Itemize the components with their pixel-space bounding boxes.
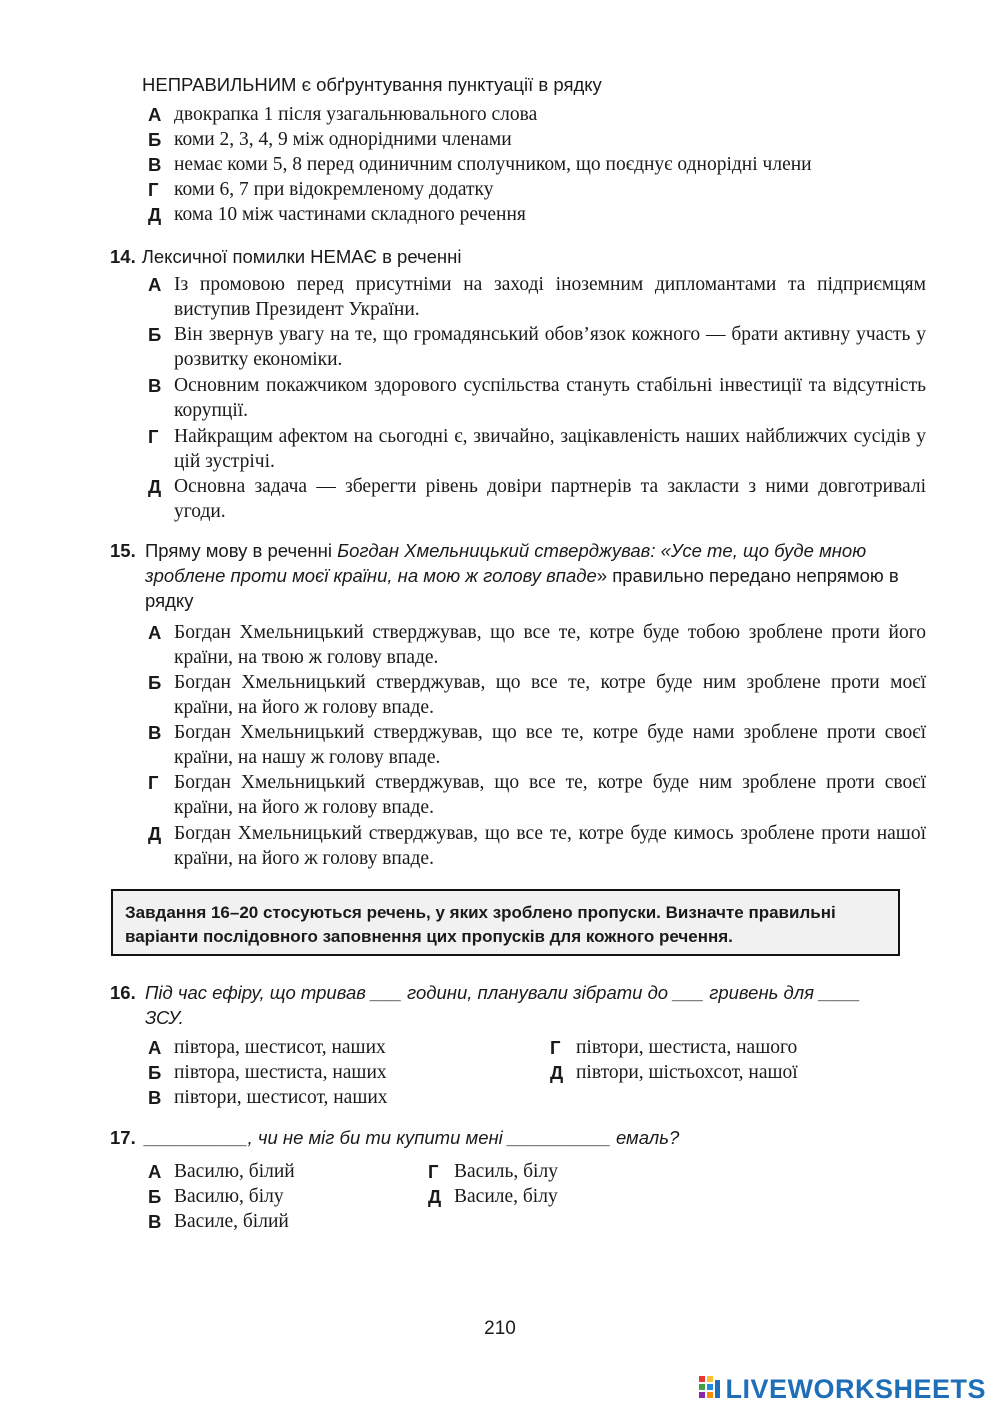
q17-option-e[interactable]: Д Василе, білу [428, 1186, 558, 1207]
q13-option-c[interactable]: В немає коми 5, 8 перед одиничним сполучником, що поєднує однорідні члени [148, 154, 812, 175]
q15-option-c[interactable]: В Богдан Хмельницький стверджував, що все те, котре буде нами зроблене проти своєї країни, на нашу ж голову впаде. [148, 722, 926, 768]
q16-option-b[interactable]: Б півтора, шестиста, наших [148, 1062, 387, 1083]
q14-option-e[interactable]: Д Основна задача — зберегти рівень довіри партнерів та закласти з ними довготривалі угоди. [148, 476, 926, 522]
q14-option-d[interactable]: Г Найкращим афектом на сьогодні є, звичайно, зацікавленість наших найближчих сусідів у цій зустрічі. [148, 426, 926, 472]
liveworksheets-logo-icon [699, 1376, 721, 1402]
brand-name: LIVEWORKSHEETS [725, 1373, 986, 1404]
q16-option-e[interactable]: Д півтори, шістьохсот, нашої [550, 1062, 798, 1083]
page-number: 210 [484, 1318, 516, 1339]
q15-stem: 15. Пряму мову в реченні Богдан Хмельницький стверджував: «Усе те, що буде мною зроблене проти моєї країни, на мою ж голову впаде» правильно передано непрямою в рядку [110, 540, 899, 611]
q16-option-c[interactable]: В півтори, шестисот, наших [148, 1087, 388, 1108]
q13-option-e[interactable]: Д кома 10 між частинами складного речення [148, 204, 526, 225]
q14-option-c[interactable]: В Основним покажчиком здорового суспільства стануть стабільні інвестиції та відсутність корупції. [148, 375, 926, 421]
q17-option-b[interactable]: Б Василю, білу [148, 1186, 284, 1207]
q13-option-b[interactable]: Б коми 2, 3, 4, 9 між однорідними членами [148, 129, 512, 150]
q15-option-e[interactable]: Д Богдан Хмельницький стверджував, що все те, котре буде кимось зроблене проти нашої країни, на його ж голову впаде. [148, 823, 926, 869]
q15-option-d[interactable]: Г Богдан Хмельницький стверджував, що все те, котре буде ним зроблене проти своєї країни, на його ж голову впаде. [148, 772, 926, 818]
q15-option-b[interactable]: Б Богдан Хмельницький стверджував, що все те, котре буде ним зроблене проти моєї країни, на його ж голову впаде. [148, 672, 926, 718]
q16-option-d[interactable]: Г півтори, шестиста, нашого [550, 1037, 798, 1058]
q15-option-a[interactable]: А Богдан Хмельницький стверджував, що все те, котре буде тобою зроблене проти його країни, на твою ж голову впаде. [148, 622, 926, 668]
instruction-box: Завдання 16–20 стосуються речень, у яких зроблено пропуски. Визначте правильні варіанти послідовного заповнення цих пропусків для кожного речення. [111, 889, 900, 956]
q14-option-a[interactable]: А Із промовою перед присутніми на заході іноземним дипломантами та підприємцям виступив Президент України. [148, 274, 926, 320]
q14-option-b[interactable]: Б Він звернув увагу на те, що громадянський обов’язок кожного — брати активну участь у розвитку економіки. [148, 324, 926, 370]
q13-option-a[interactable]: А двокрапка 1 після узагальнювального слова [148, 104, 538, 125]
q13-stem: НЕПРАВИЛЬНИМ є обґрунтування пунктуації в рядку [142, 74, 602, 95]
q16-stem: 16. Під час ефіру, що тривав ___ години, планували зібрати до ___ гривень для ____ ЗСУ. [110, 982, 861, 1028]
q14-stem: 14. Лексичної помилки НЕМАЄ в реченні [110, 246, 462, 267]
liveworksheets-brand[interactable] [699, 1372, 986, 1406]
q17-option-d[interactable]: Г Василь, білу [428, 1161, 558, 1182]
q16-option-a[interactable]: А півтора, шестисот, наших [148, 1037, 386, 1058]
q17-option-c[interactable]: В Василе, білий [148, 1211, 289, 1232]
q13-option-d[interactable]: Г коми 6, 7 при відокремленому додатку [148, 179, 494, 200]
q17-stem: 17. __________, чи не міг би ти купити мені __________ емаль? [110, 1127, 680, 1148]
q17-option-a[interactable]: А Василю, білий [148, 1161, 295, 1182]
